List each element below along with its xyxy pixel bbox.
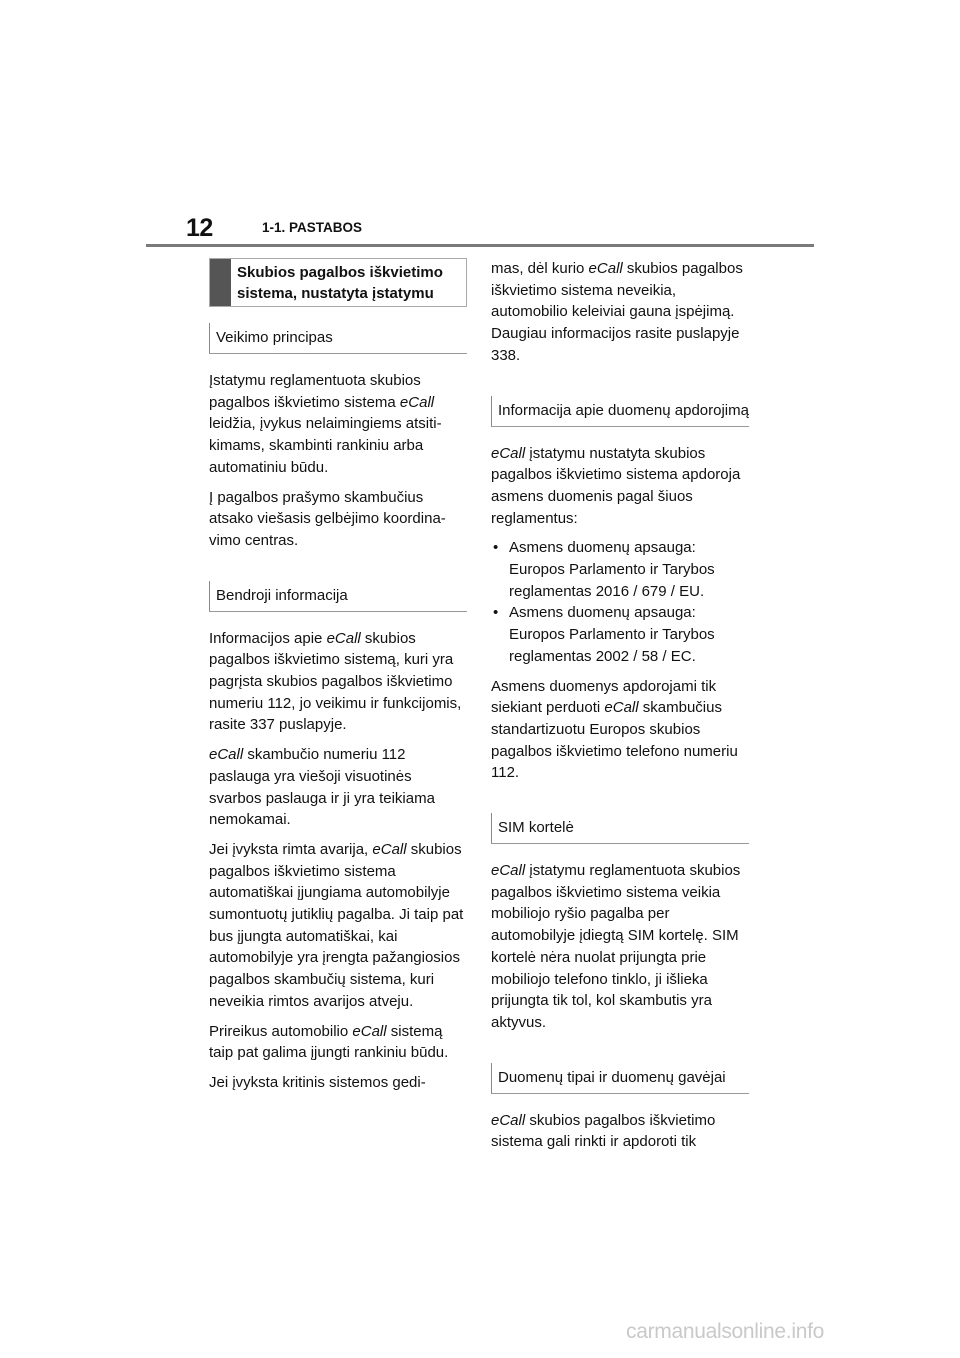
spacer — [491, 792, 749, 813]
text: skubios pagalbos iškvietimo sistemą, kuri yra pagrįsta skubios pagalbos iškvietimo numeriu 112, jo veikimu ir funkcijomis, rasite 337 puslapyje. — [209, 629, 462, 734]
ecall-term: eCall — [372, 840, 407, 858]
header-rule — [146, 244, 814, 247]
paragraph — [209, 744, 467, 831]
paragraph: Į pagalbos prašymo skambučius atsako viešasis gelbėjimo koordinavimo centras. — [209, 488, 446, 549]
text: skambučio numeriu 112 paslauga yra viešoji visuotinės svarbos paslauga ir ji yra teikiama nemokamai. — [209, 746, 435, 829]
paragraph: Jei įvyksta kritinis sistemos gedi- — [209, 1073, 426, 1091]
ecall-term: eCall — [352, 1022, 387, 1040]
ecall-term: eCall — [588, 260, 623, 277]
subheading-text: Informacija apie duomenų apdorojimą — [498, 401, 749, 419]
text: skambučius standartizuotu Europos skubios pagalbos iškvietimo telefono numeriu 112. — [491, 699, 738, 782]
page-number: 12 — [186, 214, 213, 242]
subheading-text: Duomenų tipai ir duomenų gavėjai — [498, 1068, 726, 1086]
text: Prireikus automobilio — [209, 1022, 349, 1040]
paragraph — [491, 258, 749, 367]
ecall-term: eCall — [604, 699, 639, 717]
text: skubios pagalbos iškvietimo sistema gali rinkti ir apdoroti tik — [491, 1111, 716, 1151]
heading-bar — [210, 259, 231, 306]
bullet-item: • Asmens duomenų apsauga: Europos Parlamento ir Tarybos reglamentas 2016 / 679 / EU. — [491, 537, 749, 602]
subheading-veikimo-principas — [209, 323, 467, 354]
text: mas, dėl kurio — [491, 260, 585, 277]
text: įstatymu nustatyta skubios pagalbos iškvietimo sistema apdoroja asmens duomenis pagal šiuos reglamentus: — [491, 444, 741, 527]
subheading-text: SIM kortelė — [498, 819, 574, 837]
paragraph — [491, 676, 749, 785]
paragraph — [209, 370, 467, 479]
paragraph — [491, 443, 749, 530]
left-column — [209, 258, 467, 1102]
subheading-sim-kortele — [491, 813, 749, 844]
paragraph — [209, 839, 467, 1013]
subheading-text: Bendroji informacija — [216, 586, 348, 604]
subheading-duomenu-apdorojimas — [491, 396, 749, 427]
paragraph — [491, 1110, 749, 1153]
spacer — [491, 375, 749, 396]
paragraph — [209, 628, 467, 737]
ecall-term: eCall — [399, 393, 435, 411]
main-heading: Skubios pagalbos iškvietimo sistema, nustatyta įstatymu — [237, 264, 443, 302]
spacer — [491, 1042, 749, 1063]
main-heading-box — [209, 258, 467, 307]
ecall-term: eCall — [209, 746, 244, 764]
text: leidžia, įvykus nelaimingiems atsitikimams, skambinti rankiniu arba automatiniu būdu. — [209, 415, 442, 476]
text: sistemą taip pat galima įjungti rankiniu būdu. — [209, 1022, 449, 1062]
ecall-term: eCall — [491, 1111, 526, 1129]
subheading-bendroji-informacija — [209, 581, 467, 612]
text: skubios pagalbos iškvietimo sistema automatiškai įjungiama automobilyje sumontuotų jutiklių pagalba. Ji taip pat bus įjungta automatiškai, kai automobilyje yra įrengta pažangiosios pagalbos skambučių sistema, kuri neveikia rimtos avarijos atveju. — [209, 840, 464, 1010]
watermark-url: carmanualsonline.info — [626, 1320, 824, 1343]
text: Asmens duomenys apdorojami tik siekiant perduoti — [491, 677, 717, 717]
text: skubios pagalbos iškvietimo sistema neveikia, automobilio keleiviai gauna įspėjimą. Daugiau informacijos rasite puslapyje 338. — [491, 260, 743, 364]
ecall-term: eCall — [326, 629, 361, 647]
text: Įstatymu reglamentuota skubios pagalbos iškvietimo sistema — [209, 372, 421, 411]
paragraph — [209, 1021, 467, 1064]
bullet-list — [491, 537, 749, 667]
spacer — [209, 560, 467, 581]
section-title: 1-1. PASTABOS — [262, 220, 363, 235]
ecall-term: eCall — [491, 862, 526, 880]
text: Jei įvyksta rimta avarija, — [209, 840, 369, 858]
subheading-text: Veikimo principas — [216, 329, 333, 346]
ecall-term: eCall — [491, 444, 526, 462]
paragraph — [491, 860, 749, 1034]
bullet-item: • Asmens duomenų apsauga: Europos Parlamento ir Tarybos reglamentas 2002 / 58 / EC. — [491, 602, 749, 667]
text: įstatymu reglamentuota skubios pagalbos iškvietimo sistema veikia mobiliojo ryšio pagalba per automobilyje įdiegtą SIM kortelę. SIM kortelė nėra nuolat prijungta prie mobiliojo telefono tinklo, ji išlieka prijungta tik tol, kol skambutis yra aktyvus. — [491, 862, 741, 1031]
right-column — [491, 258, 749, 1161]
subheading-duomenu-tipai — [491, 1063, 749, 1094]
text: Informacijos apie — [209, 629, 323, 647]
